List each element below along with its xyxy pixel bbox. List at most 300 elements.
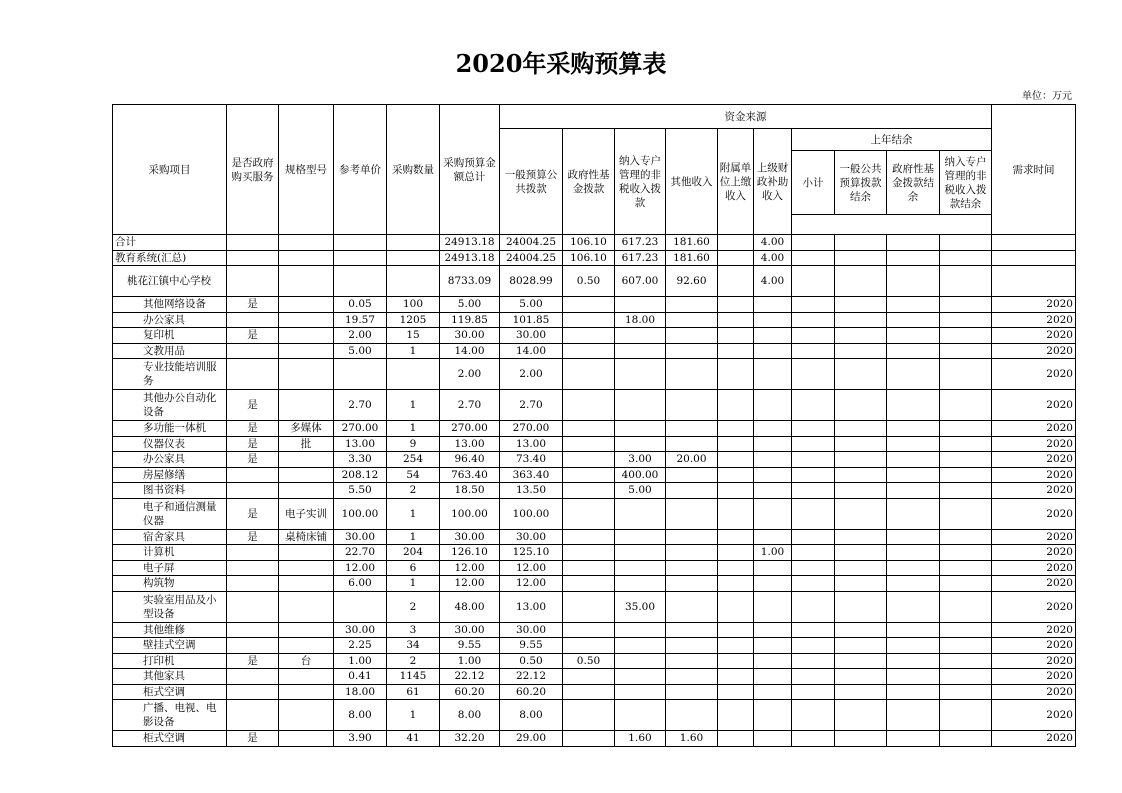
cell-lyg (835, 669, 887, 685)
cell-lyg (835, 343, 887, 359)
cell-sub (792, 638, 835, 654)
cell-lys (940, 576, 992, 592)
cell-general: 270.00 (500, 421, 563, 437)
cell-sub (792, 622, 835, 638)
cell-price: 1.00 (334, 653, 387, 669)
cell-qty: 61 (387, 684, 440, 700)
cell-price: 19.57 (334, 312, 387, 328)
cell-general: 2.00 (500, 359, 563, 390)
cell-price: 5.50 (334, 483, 387, 499)
cell-superior: 4.00 (754, 250, 792, 266)
cell-affil (718, 312, 754, 328)
cell-general: 60.20 (500, 684, 563, 700)
cell-qty: 1 (387, 576, 440, 592)
cell-lyg (835, 638, 887, 654)
cell-gov: 是 (227, 452, 279, 468)
table-row (113, 498, 1076, 529)
cell-superior (754, 731, 792, 747)
cell-time: 2020 (992, 421, 1076, 437)
cell-sub (792, 343, 835, 359)
cell-govfund (563, 297, 615, 313)
cell-item: 宿舍家具 (113, 529, 227, 545)
header-total: 采购预算金额总计 (440, 105, 500, 235)
cell-qty: 1 (387, 421, 440, 437)
cell-price: 0.41 (334, 669, 387, 685)
cell-special (615, 545, 666, 561)
cell-general: 100.00 (500, 498, 563, 529)
cell-qty: 1 (387, 343, 440, 359)
cell-qty: 41 (387, 731, 440, 747)
cell-other (666, 529, 718, 545)
cell-gov (227, 467, 279, 483)
cell-qty: 9 (387, 436, 440, 452)
cell-special: 1.60 (615, 731, 666, 747)
cell-general: 0.50 (500, 653, 563, 669)
cell-other (666, 436, 718, 452)
cell-superior: 4.00 (754, 266, 792, 297)
cell-general: 14.00 (500, 343, 563, 359)
cell-lyf (887, 312, 940, 328)
cell-gov: 是 (227, 436, 279, 452)
cell-item: 壁挂式空调 (113, 638, 227, 654)
page-title: 2020年采购预算表 (455, 49, 667, 78)
cell-govfund (563, 669, 615, 685)
cell-item: 电子屏 (113, 560, 227, 576)
cell-special: 617.23 (615, 250, 666, 266)
cell-lyg (835, 653, 887, 669)
cell-time: 2020 (992, 545, 1076, 561)
cell-lyg (835, 421, 887, 437)
cell-total: 12.00 (440, 576, 500, 592)
cell-spec (279, 576, 334, 592)
header-gov-service: 是否政府购买服务 (227, 105, 279, 235)
table-row (113, 731, 1076, 747)
cell-lys (940, 390, 992, 421)
cell-special: 35.00 (615, 591, 666, 622)
cell-item: 其他网络设备 (113, 297, 227, 313)
cell-lyg (835, 731, 887, 747)
cell-lyf (887, 498, 940, 529)
cell-price (334, 591, 387, 622)
cell-lys (940, 731, 992, 747)
cell-govfund (563, 312, 615, 328)
table-row (113, 622, 1076, 638)
cell-item: 教育系统(汇总) (113, 250, 227, 266)
cell-lyf (887, 700, 940, 731)
cell-sub (792, 529, 835, 545)
cell-time: 2020 (992, 498, 1076, 529)
table-row (113, 638, 1076, 654)
cell-other (666, 545, 718, 561)
header-subtotal: 小计 (792, 151, 835, 215)
cell-superior (754, 653, 792, 669)
cell-other: 92.60 (666, 266, 718, 297)
cell-general: 8.00 (500, 700, 563, 731)
cell-sub (792, 591, 835, 622)
cell-special (615, 297, 666, 313)
cell-general: 13.50 (500, 483, 563, 499)
cell-sub (792, 250, 835, 266)
cell-item: 复印机 (113, 328, 227, 344)
cell-total: 48.00 (440, 591, 500, 622)
cell-affil (718, 343, 754, 359)
cell-special: 5.00 (615, 483, 666, 499)
cell-total: 22.12 (440, 669, 500, 685)
cell-qty: 1145 (387, 669, 440, 685)
cell-spec: 多媒体 (279, 421, 334, 437)
table-row (113, 452, 1076, 468)
cell-lyf (887, 622, 940, 638)
cell-lyf (887, 684, 940, 700)
cell-lys (940, 250, 992, 266)
cell-general: 101.85 (500, 312, 563, 328)
cell-lys (940, 684, 992, 700)
cell-special: 400.00 (615, 467, 666, 483)
cell-affil (718, 498, 754, 529)
table-row (113, 312, 1076, 328)
cell-item: 实验室用品及小型设备 (113, 591, 227, 622)
cell-superior (754, 312, 792, 328)
cell-gov (227, 576, 279, 592)
table-row (113, 529, 1076, 545)
cell-other (666, 297, 718, 313)
table-row (113, 684, 1076, 700)
cell-time: 2020 (992, 328, 1076, 344)
cell-gov: 是 (227, 390, 279, 421)
cell-item: 其他家具 (113, 669, 227, 685)
cell-gov (227, 250, 279, 266)
cell-item: 合计 (113, 235, 227, 251)
cell-govfund (563, 684, 615, 700)
cell-govfund (563, 436, 615, 452)
cell-special (615, 529, 666, 545)
table-row (113, 545, 1076, 561)
cell-price: 2.70 (334, 390, 387, 421)
table-body (113, 235, 1076, 747)
cell-superior (754, 297, 792, 313)
cell-time: 2020 (992, 669, 1076, 685)
table-row (113, 235, 1076, 251)
cell-lys (940, 343, 992, 359)
cell-affil (718, 653, 754, 669)
cell-other (666, 328, 718, 344)
cell-sub (792, 545, 835, 561)
cell-lyg (835, 328, 887, 344)
cell-spec (279, 638, 334, 654)
cell-qty: 204 (387, 545, 440, 561)
cell-special (615, 498, 666, 529)
cell-total: 2.70 (440, 390, 500, 421)
cell-spec (279, 328, 334, 344)
header-demand-time: 需求时间 (992, 105, 1076, 235)
table-row (113, 483, 1076, 499)
cell-sub (792, 328, 835, 344)
cell-total: 13.00 (440, 436, 500, 452)
cell-govfund (563, 731, 615, 747)
cell-lys (940, 452, 992, 468)
cell-lyf (887, 591, 940, 622)
header-spec: 规格型号 (279, 105, 334, 235)
cell-spec (279, 452, 334, 468)
cell-lys (940, 700, 992, 731)
cell-lys (940, 591, 992, 622)
cell-spec (279, 250, 334, 266)
cell-general: 8028.99 (500, 266, 563, 297)
cell-spec (279, 266, 334, 297)
cell-gov: 是 (227, 529, 279, 545)
cell-gov (227, 483, 279, 499)
cell-spec (279, 312, 334, 328)
cell-qty (387, 266, 440, 297)
header-general-budget: 一般预算公共拨款 (500, 129, 563, 235)
cell-sub (792, 359, 835, 390)
cell-govfund (563, 390, 615, 421)
cell-total: 32.20 (440, 731, 500, 747)
cell-time: 2020 (992, 684, 1076, 700)
table-row (113, 669, 1076, 685)
cell-price (334, 235, 387, 251)
cell-sub (792, 700, 835, 731)
cell-govfund (563, 328, 615, 344)
cell-spec (279, 390, 334, 421)
cell-lyf (887, 343, 940, 359)
cell-total: 24913.18 (440, 250, 500, 266)
cell-lyf (887, 529, 940, 545)
cell-item: 其他办公自动化设备 (113, 390, 227, 421)
cell-qty: 2 (387, 591, 440, 622)
cell-spec (279, 359, 334, 390)
cell-other (666, 343, 718, 359)
cell-qty (387, 359, 440, 390)
cell-sub (792, 421, 835, 437)
cell-lyf (887, 235, 940, 251)
cell-item: 广播、电视、电影设备 (113, 700, 227, 731)
cell-lyf (887, 436, 940, 452)
cell-other (666, 359, 718, 390)
cell-other: 20.00 (666, 452, 718, 468)
cell-superior (754, 700, 792, 731)
cell-lys (940, 297, 992, 313)
cell-gov (227, 669, 279, 685)
cell-qty (387, 250, 440, 266)
cell-lys (940, 312, 992, 328)
cell-lyf (887, 297, 940, 313)
cell-qty: 1 (387, 390, 440, 421)
cell-time: 2020 (992, 390, 1076, 421)
cell-superior (754, 467, 792, 483)
cell-qty: 254 (387, 452, 440, 468)
table-row (113, 250, 1076, 266)
cell-affil (718, 529, 754, 545)
cell-special (615, 622, 666, 638)
cell-lyf (887, 669, 940, 685)
cell-govfund (563, 359, 615, 390)
cell-other (666, 312, 718, 328)
cell-other (666, 638, 718, 654)
cell-spec (279, 343, 334, 359)
cell-superior (754, 576, 792, 592)
cell-price: 3.90 (334, 731, 387, 747)
cell-time: 2020 (992, 560, 1076, 576)
cell-total: 126.10 (440, 545, 500, 561)
cell-affil (718, 731, 754, 747)
cell-item: 房屋修缮 (113, 467, 227, 483)
cell-spec (279, 545, 334, 561)
cell-superior: 1.00 (754, 545, 792, 561)
cell-affil (718, 235, 754, 251)
cell-time (992, 250, 1076, 266)
cell-qty: 3 (387, 622, 440, 638)
cell-item: 图书资料 (113, 483, 227, 499)
cell-item: 柜式空调 (113, 684, 227, 700)
cell-other (666, 467, 718, 483)
cell-superior (754, 421, 792, 437)
cell-spec (279, 591, 334, 622)
cell-special (615, 638, 666, 654)
cell-general: 12.00 (500, 560, 563, 576)
cell-affil (718, 700, 754, 731)
cell-lys (940, 669, 992, 685)
cell-lys (940, 653, 992, 669)
cell-affil (718, 359, 754, 390)
cell-general: 30.00 (500, 328, 563, 344)
cell-time: 2020 (992, 700, 1076, 731)
cell-total: 8733.09 (440, 266, 500, 297)
cell-lyf (887, 390, 940, 421)
cell-lyf (887, 653, 940, 669)
cell-general: 24004.25 (500, 250, 563, 266)
cell-time: 2020 (992, 731, 1076, 747)
cell-superior (754, 622, 792, 638)
cell-superior (754, 390, 792, 421)
cell-gov (227, 266, 279, 297)
budget-table (112, 104, 1076, 747)
cell-price: 2.00 (334, 328, 387, 344)
cell-price: 270.00 (334, 421, 387, 437)
cell-lys (940, 560, 992, 576)
cell-other (666, 560, 718, 576)
cell-superior (754, 529, 792, 545)
cell-total: 763.40 (440, 467, 500, 483)
cell-affil (718, 483, 754, 499)
cell-spec: 台 (279, 653, 334, 669)
header-last-year: 上年结余 (792, 129, 992, 151)
cell-gov: 是 (227, 653, 279, 669)
cell-total: 30.00 (440, 622, 500, 638)
cell-total: 14.00 (440, 343, 500, 359)
cell-qty: 6 (387, 560, 440, 576)
table-row (113, 390, 1076, 421)
cell-item: 桃花江镇中心学校 (113, 266, 227, 297)
cell-price: 100.00 (334, 498, 387, 529)
cell-superior (754, 343, 792, 359)
cell-price: 12.00 (334, 560, 387, 576)
cell-price (334, 266, 387, 297)
cell-total: 1.00 (440, 653, 500, 669)
cell-item: 计算机 (113, 545, 227, 561)
cell-spec (279, 622, 334, 638)
cell-special: 18.00 (615, 312, 666, 328)
cell-special (615, 328, 666, 344)
cell-special (615, 436, 666, 452)
cell-superior (754, 560, 792, 576)
cell-sub (792, 235, 835, 251)
cell-affil (718, 669, 754, 685)
cell-item: 电子和通信测量仪器 (113, 498, 227, 529)
header-ref-price: 参考单价 (334, 105, 387, 235)
cell-qty: 2 (387, 653, 440, 669)
cell-price: 30.00 (334, 529, 387, 545)
cell-time: 2020 (992, 436, 1076, 452)
cell-gov (227, 684, 279, 700)
cell-gov: 是 (227, 328, 279, 344)
cell-qty: 100 (387, 297, 440, 313)
cell-lyf (887, 467, 940, 483)
cell-spec (279, 560, 334, 576)
cell-price: 5.00 (334, 343, 387, 359)
cell-price: 6.00 (334, 576, 387, 592)
cell-govfund: 0.50 (563, 653, 615, 669)
cell-gov (227, 700, 279, 731)
cell-spec (279, 467, 334, 483)
cell-spec (279, 483, 334, 499)
cell-govfund (563, 545, 615, 561)
cell-spec (279, 669, 334, 685)
cell-lyg (835, 483, 887, 499)
cell-general: 24004.25 (500, 235, 563, 251)
cell-lys (940, 235, 992, 251)
cell-total: 30.00 (440, 529, 500, 545)
cell-affil (718, 684, 754, 700)
cell-spec (279, 235, 334, 251)
cell-superior (754, 328, 792, 344)
cell-sub (792, 297, 835, 313)
table-row (113, 436, 1076, 452)
cell-qty: 34 (387, 638, 440, 654)
cell-lys (940, 359, 992, 390)
cell-superior (754, 483, 792, 499)
cell-item: 打印机 (113, 653, 227, 669)
cell-sub (792, 483, 835, 499)
header-ly-general: 一般公共预算拨款结余 (835, 151, 887, 215)
cell-item: 办公家具 (113, 312, 227, 328)
cell-lys (940, 483, 992, 499)
cell-time: 2020 (992, 638, 1076, 654)
cell-time: 2020 (992, 452, 1076, 468)
cell-lyg (835, 436, 887, 452)
cell-special (615, 390, 666, 421)
cell-govfund (563, 576, 615, 592)
cell-special (615, 343, 666, 359)
cell-govfund (563, 421, 615, 437)
cell-govfund (563, 700, 615, 731)
cell-superior (754, 498, 792, 529)
cell-gov (227, 545, 279, 561)
cell-gov (227, 343, 279, 359)
cell-total: 96.40 (440, 452, 500, 468)
cell-lyf (887, 452, 940, 468)
cell-lyf (887, 421, 940, 437)
cell-price (334, 359, 387, 390)
cell-govfund: 0.50 (563, 266, 615, 297)
cell-govfund (563, 622, 615, 638)
cell-spec (279, 700, 334, 731)
cell-govfund (563, 529, 615, 545)
cell-lyg (835, 235, 887, 251)
table-row (113, 467, 1076, 483)
cell-affil (718, 576, 754, 592)
cell-govfund (563, 467, 615, 483)
